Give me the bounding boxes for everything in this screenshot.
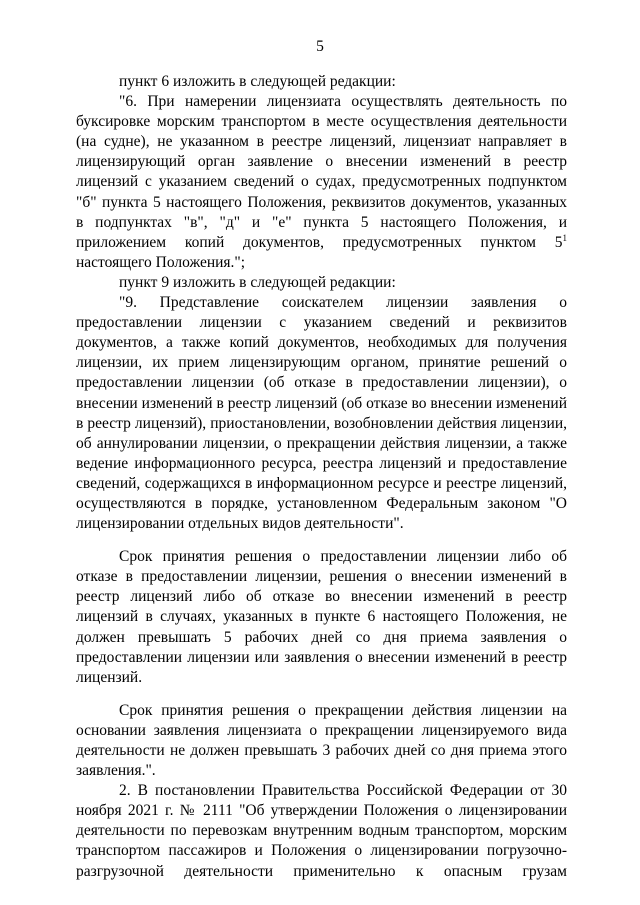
paragraph-2-text: "6. При намерении лицензиата осуществлять деятельность по буксировке морским транспортом в месте осуществления деятельности (на судне), не указанном в реестре лицензий, лицензиат направляет в лицензирующий орган заявление о внесении изменений в реестр лицензий с указанием сведений о судах, предусмотренных подпунктом "б" пункта 5 настоящего Положения, реквизитов документов, указанных в подпунктах "в", "д" и "е" пункта 5 настоящего Положения, и приложением копий документов, предусмотренных пунктом 5 xyxy=(76,93,567,251)
document-body xyxy=(76,72,567,882)
paragraph-2-tail: настоящего Положения."; xyxy=(76,253,246,271)
paragraph-1: пункт 6 изложить в следующей редакции: xyxy=(119,73,396,90)
footnote-marker: 1 xyxy=(562,232,567,243)
paragraph-7: 2. В постановлении Правительства Российской Федерации от 30 ноября 2021 г. № 2111 "Об утверждении Положения о лицензировании деятельности по перевозкам внутренним водным транспортом, морским транспортом пассажиров и Положения о лицензировании погрузочно-разгрузочной деятельности применительно к опасным грузам xyxy=(76,782,567,880)
paragraph-4: "9. Представление соискателем лицензии заявления о предоставлении лицензии с указанием сведений и реквизитов документов, а также копий документов, необходимых для получения лицензии, их прием лицензирующим органом, принятие решений о предоставлении лицензии (об отказе в предоставлении лицензии), о внесении изменений в реестр лицензий (об отказе во внесении изменений в реестр лицензий), приостановлении, возобновлении действия лицензии, об аннулировании лицензии, о прекращении действия лицензии, а также ведение информационного ресурса, реестра лицензий и предоставление сведений, содержащихся в информационном ресурсе и реестре лицензий, осуществляются в порядке, установленном Федеральным законом "О лицензировании отдельных видов деятельности". xyxy=(76,294,567,533)
paragraph-5: Срок принятия решения о предоставлении лицензии либо об отказе в предоставлении лицензии, решения о внесении изменений в реестр лицензий либо об отказе во внесении изменений в реестр лицензий в случаях, указанных в пункте 6 настоящего Положения, не должен превышать 5 рабочих дней со дня приема заявления о предоставлении лицензии или заявления о внесении изменений в реестр лицензий. xyxy=(76,548,567,686)
paragraph-3: пункт 9 изложить в следующей редакции: xyxy=(119,273,396,291)
page-number: 5 xyxy=(316,38,324,55)
paragraph-2 xyxy=(76,92,567,273)
paragraph-6: Срок принятия решения о прекращении действия лицензии на основании заявления лицензиата о прекращении лицензируемого вида деятельности не должен превышать 3 рабочих дней со дня приема этого заявления.". xyxy=(76,701,567,780)
